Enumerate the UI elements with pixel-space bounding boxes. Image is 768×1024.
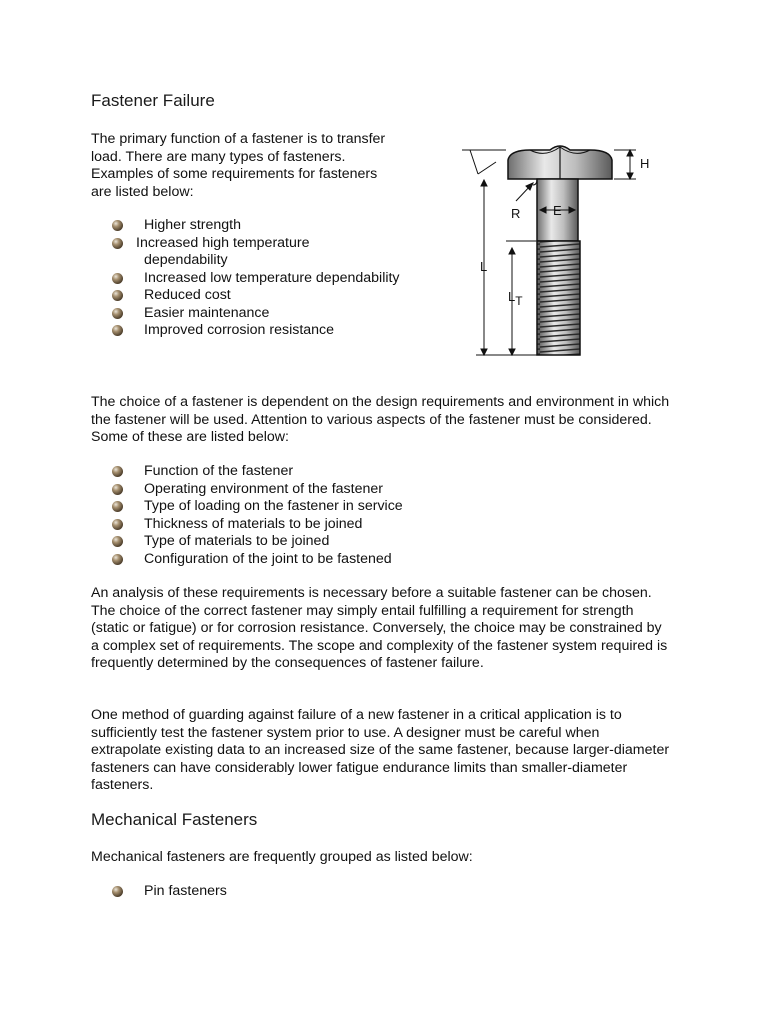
bullet-icon xyxy=(112,308,123,319)
bolt-head xyxy=(508,146,612,179)
intro-line: are listed below: xyxy=(91,183,194,200)
list-item: Improved corrosion resistance xyxy=(112,322,400,340)
bullet-icon xyxy=(112,536,123,547)
requirements-list xyxy=(112,217,400,340)
intro-line: Examples of some requirements for fasteners xyxy=(91,166,378,182)
bullet-icon xyxy=(112,325,123,336)
list-item: Pin fasteners xyxy=(112,883,227,901)
bullet-icon xyxy=(112,886,123,897)
bullet-icon xyxy=(112,273,123,284)
bolt-thread xyxy=(537,241,580,355)
list-item: Increased low temperature dependability xyxy=(112,270,400,288)
bullet-icon xyxy=(112,501,123,512)
list-item: Operating environment of the fastener xyxy=(112,481,403,499)
list-item: Higher strength xyxy=(112,217,400,235)
label-h: H xyxy=(640,156,650,171)
label-lt: LT xyxy=(508,289,523,308)
choice-paragraph: The choice of a fastener is dependent on the design requirements and environment in which the fastener will be used. Attention to various aspects of the fastener must be considered. Some of these are listed below: xyxy=(91,394,670,445)
label-e: E xyxy=(553,203,562,218)
label-l: L xyxy=(480,259,488,274)
bullet-icon xyxy=(112,484,123,495)
aspects-list xyxy=(112,463,403,568)
bolt-dimension-diagram xyxy=(460,138,670,363)
section-title-fastener-failure: Fastener Failure xyxy=(91,91,215,110)
bullet-icon xyxy=(112,238,123,249)
list-item: Thickness of materials to be joined xyxy=(112,516,403,534)
bullet-icon xyxy=(112,519,123,530)
mechanical-intro: Mechanical fasteners are frequently grouped as listed below: xyxy=(91,849,473,865)
bullet-icon xyxy=(112,290,123,301)
bullet-icon xyxy=(112,554,123,565)
bullet-icon xyxy=(112,220,123,231)
list-item: Type of materials to be joined xyxy=(112,533,403,551)
intro-line: The primary function of a fastener is to transfer xyxy=(91,131,386,147)
fastener-groups-list xyxy=(112,883,227,901)
list-item: Configuration of the joint to be fastened xyxy=(112,551,403,569)
label-r: R xyxy=(511,206,521,221)
list-item: Easier maintenance xyxy=(112,305,400,323)
guarding-paragraph: One method of guarding against failure of a new fastener in a critical application is to sufficiently test the fastener system prior to use. A designer must be careful when extrapolate existing data to an increased size of the same fastener, because larger-diameter fasteners can have considerably lower fatigue endurance limits than smaller-diameter fasteners. xyxy=(91,707,670,793)
analysis-paragraph: An analysis of these requirements is necessary before a suitable fastener can be chosen. The choice of the correct fastener may simply entail fulfilling a requirement for strength (static or fatigue) or for corrosion resistance. Conversely, the choice may be constrained by a complex set of requirements. The scope and complexity of the fastener system required is frequently determined by the consequences of fastener failure. xyxy=(91,585,668,671)
list-item: Increased high temperature dependability xyxy=(112,235,334,270)
intro-paragraph xyxy=(91,131,431,201)
intro-line: load. There are many types of fasteners. xyxy=(91,148,346,165)
section-title-mechanical-fasteners: Mechanical Fasteners xyxy=(91,810,258,829)
list-item: Function of the fastener xyxy=(112,463,403,481)
list-item: Type of loading on the fastener in service xyxy=(112,498,403,516)
list-item: Reduced cost xyxy=(112,287,400,305)
bullet-icon xyxy=(112,466,123,477)
